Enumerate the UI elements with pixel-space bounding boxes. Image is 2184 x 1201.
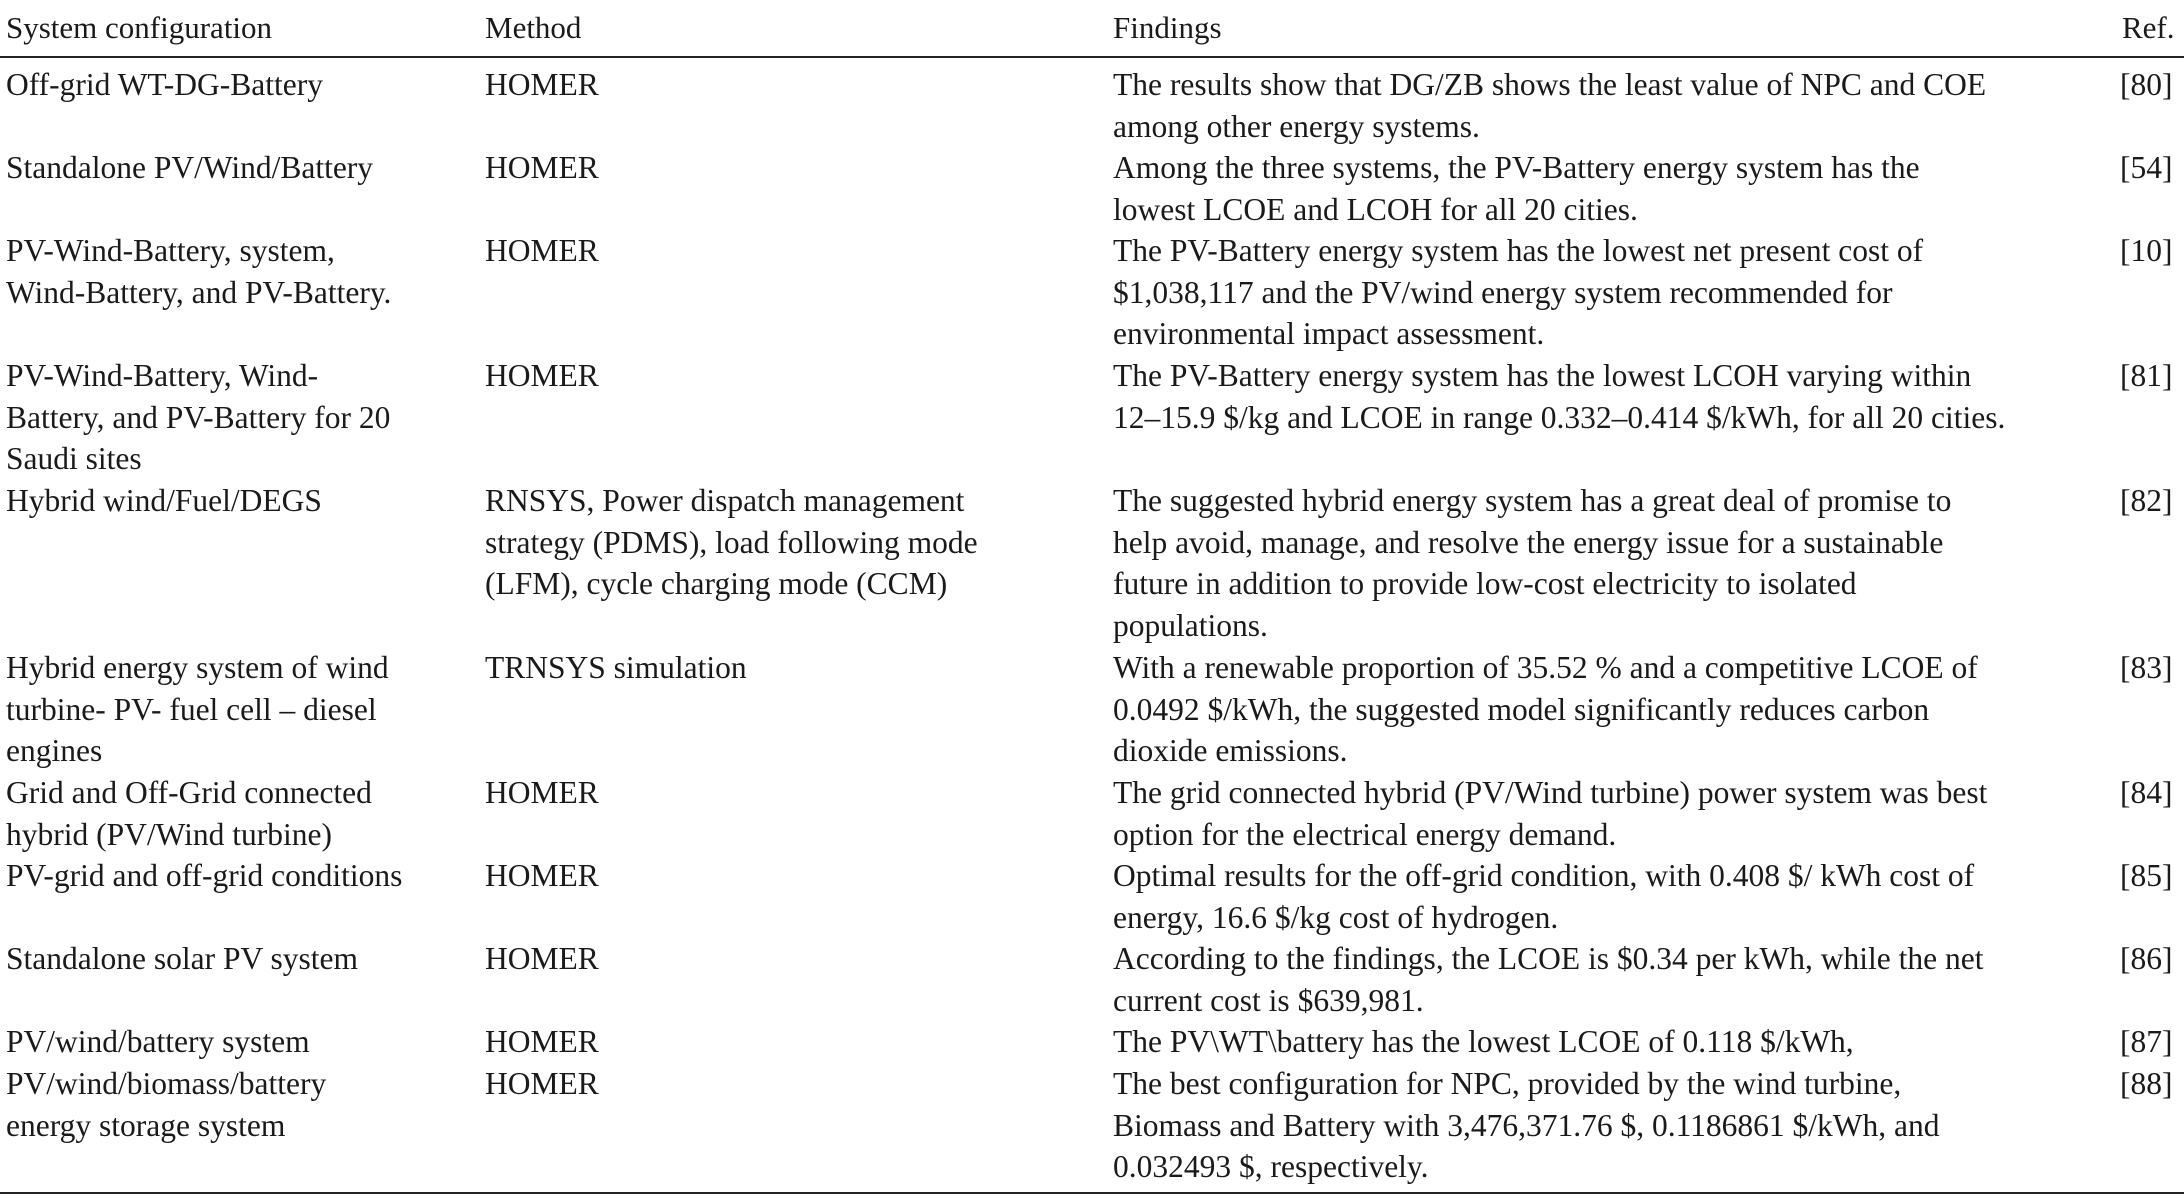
method-cell: HOMER xyxy=(485,1024,599,1059)
findings-cell: Among the three systems, the PV-Battery energy system has the lowest LCOE and LCOH for all 20 cities. xyxy=(1113,150,1920,227)
config-cell: PV-Wind-Battery, Wind- Battery, and PV-Battery for 20 Saudi sites xyxy=(6,358,391,476)
ref-cell: [85] xyxy=(2120,858,2173,893)
config-cell: PV/wind/battery system xyxy=(6,1024,310,1059)
method-cell: HOMER xyxy=(485,150,599,185)
config-cell: Off-grid WT-DG-Battery xyxy=(6,67,323,102)
ref-cell: [82] xyxy=(2120,483,2173,518)
config-cell: Hybrid energy system of wind turbine- PV- fuel cell – diesel engines xyxy=(6,650,389,768)
findings-cell: The results show that DG/ZB shows the least value of NPC and COE among other energy systems. xyxy=(1113,67,1987,144)
ref-cell: [86] xyxy=(2120,941,2173,976)
ref-cell: [84] xyxy=(2120,775,2173,810)
config-cell: Grid and Off-Grid connected hybrid (PV/Wind turbine) xyxy=(6,775,372,852)
ref-cell: [87] xyxy=(2120,1024,2173,1059)
config-cell: Hybrid wind/Fuel/DEGS xyxy=(6,483,322,518)
method-cell: HOMER xyxy=(485,775,599,810)
header-findings: Findings xyxy=(1113,10,1222,45)
findings-cell: The best configuration for NPC, provided by the wind turbine, Biomass and Battery with 3,476,371.76 $, 0.1186861 $/kWh, and 0.032493 $, respectively. xyxy=(1113,1066,1940,1184)
findings-cell: The PV-Battery energy system has the lowest net present cost of $1,038,117 and the PV/wind energy system recommended for environmental impact assessment. xyxy=(1113,233,1924,351)
findings-cell: The suggested hybrid energy system has a great deal of promise to help avoid, manage, and resolve the energy issue for a sustainable future in addition to provide low-cost electricity to isolated populations. xyxy=(1113,483,1952,643)
findings-cell: According to the findings, the LCOE is $0.34 per kWh, while the net current cost is $639,981. xyxy=(1113,941,1984,1018)
findings-cell: Optimal results for the off-grid condition, with 0.408 $/ kWh cost of energy, 16.6 $/kg cost of hydrogen. xyxy=(1113,858,1975,935)
method-cell: RNSYS, Power dispatch management strategy (PDMS), load following mode (LFM), cycle charging mode (CCM) xyxy=(485,483,978,601)
header-system-configuration: System configuration xyxy=(6,10,273,45)
ref-cell: [80] xyxy=(2120,67,2173,102)
method-cell: HOMER xyxy=(485,1066,599,1101)
ref-cell: [83] xyxy=(2120,650,2173,685)
method-cell: HOMER xyxy=(485,233,599,268)
config-cell: PV/wind/biomass/battery energy storage system xyxy=(6,1066,327,1143)
header-method: Method xyxy=(485,10,582,45)
ref-cell: [81] xyxy=(2120,358,2173,393)
method-cell: HOMER xyxy=(485,67,599,102)
findings-cell: With a renewable proportion of 35.52 % and a competitive LCOE of 0.0492 $/kWh, the suggested model significantly reduces carbon dioxide emissions. xyxy=(1113,650,1978,768)
ref-cell: [88] xyxy=(2120,1066,2173,1101)
config-cell: PV-grid and off-grid conditions xyxy=(6,858,403,893)
findings-cell: The PV\WT\battery has the lowest LCOE of 0.118 $/kWh, xyxy=(1113,1024,1854,1059)
method-cell: HOMER xyxy=(485,858,599,893)
method-cell: HOMER xyxy=(485,358,599,393)
config-cell: PV-Wind-Battery, system, Wind-Battery, and PV-Battery. xyxy=(6,233,392,310)
header-ref: Ref. xyxy=(2122,10,2175,45)
ref-cell: [54] xyxy=(2120,150,2173,185)
findings-cell: The PV-Battery energy system has the lowest LCOH varying within 12–15.9 $/kg and LCOE in range 0.332–0.414 $/kWh, for all 20 cities. xyxy=(1113,358,2006,435)
ref-cell: [10] xyxy=(2120,233,2173,268)
config-cell: Standalone PV/Wind/Battery xyxy=(6,150,374,185)
table-header xyxy=(0,0,2184,58)
table-bottom-rule xyxy=(0,1192,2184,1194)
method-cell: HOMER xyxy=(485,941,599,976)
method-cell: TRNSYS simulation xyxy=(485,650,747,685)
findings-cell: The grid connected hybrid (PV/Wind turbine) power system was best option for the electrical energy demand. xyxy=(1113,775,1988,852)
config-cell: Standalone solar PV system xyxy=(6,941,359,976)
